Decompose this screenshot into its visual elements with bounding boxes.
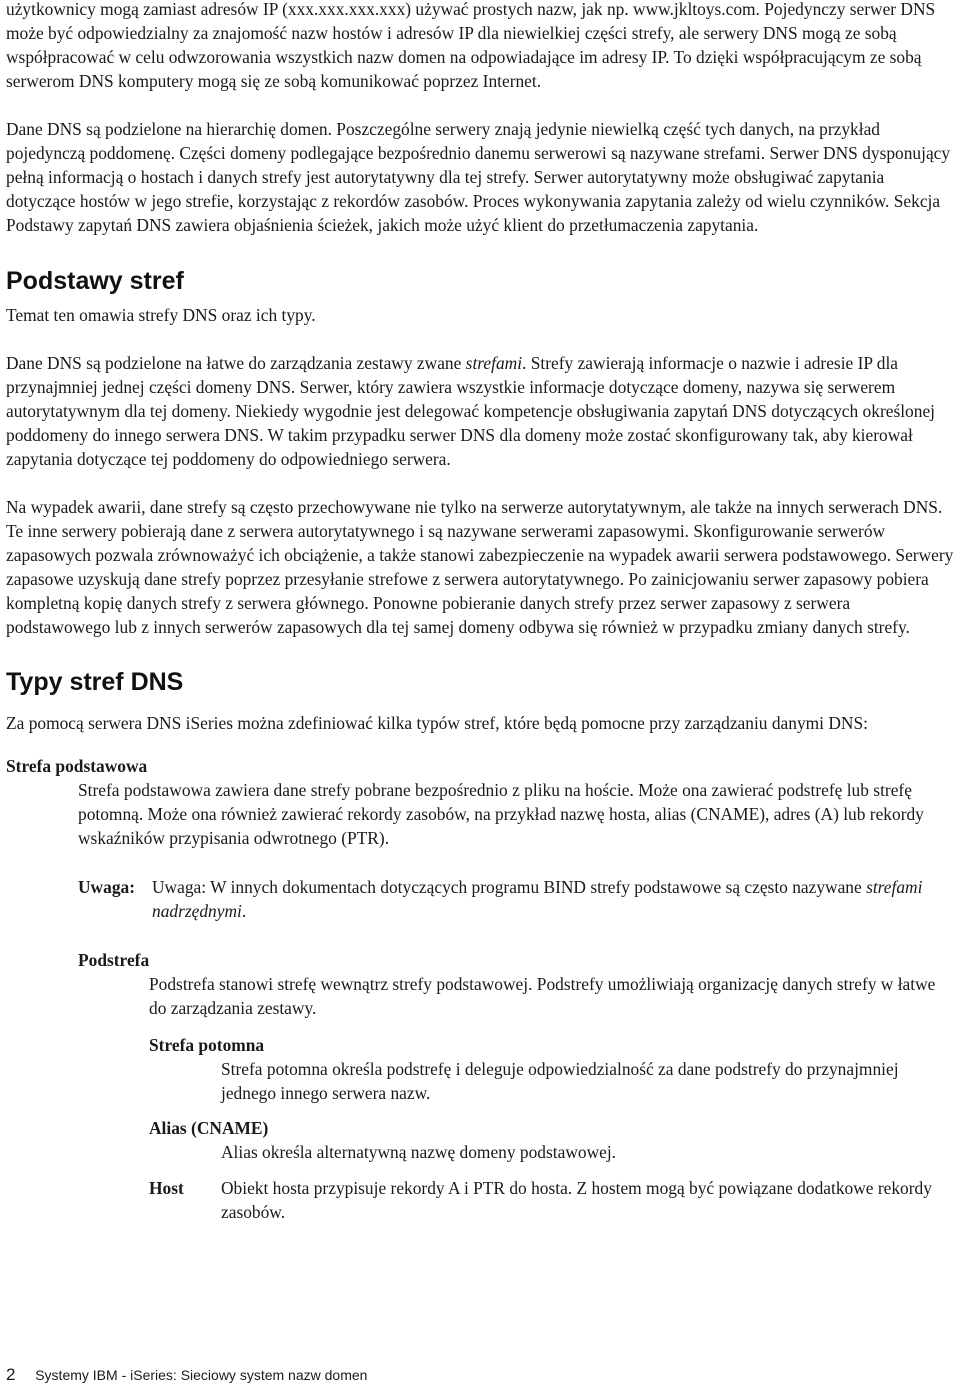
footer-title: Systemy IBM - iSeries: Sieciowy system nazw domen [35,1367,368,1383]
note-text [152,875,954,923]
def-alias-text: Alias określa alternatywną nazwę domeny podstawowej. [221,1142,617,1162]
term-host: Host [149,1178,184,1198]
term-primary-zone: Strefa podstawowa [6,756,148,776]
typy-paragraph-1: Za pomocą serwera DNS iSeries można zdefiniować kilka typów stref, które będą pomocne przy zarządzaniu danymi DNS: [6,713,868,733]
def-child-zone-text: Strefa potomna określa podstrefę i deleguje odpowiedzialność za dane podstrefy do przynajmniej jednego innego serwera nazw. [221,1059,899,1103]
subzone-list [6,948,954,1020]
note-block [78,875,954,923]
note-text-after: . [241,901,247,921]
def-primary-zone-text: Strefa podstawowa zawiera dane strefy pobrane bezpośrednio z pliku na hoście. Może ona zawierać podstrefę lub strefę potomną. Może ona również zawierać rekordy zasobów, na przykład nazwę hosta, alias (CNAME), adres (A) lub rekordy wskaźników przypisania odwrotnego (PTR). [78,780,924,848]
podstawy-paragraph-3: Na wypadek awarii, dane strefy są często przechowywane nie tylko na serwerze autorytatywnym, ale także na innych serwerach DNS. Te inne serwery pobierają dane z serwera autorytatywnego i są nazywane serwerami zapasowymi. Skonfigurowanie serwerów zapasowych pozwala zrównoważyć ich obciążenie, a także stanowi zabezpieczenie na wypadek awarii serwera podstawowego. Serwery zapasowe uzyskują dane strefy poprzez przesyłanie strefowe z serwera autorytatywnego. Po zainicjowaniu serwer zapasowy pobiera kompletną kopię danych strefy z serwera głównego. Ponowne pobieranie danych strefy przez serwer zapasowy z serwera podstawowego lub z innych serwerów zapasowych dla tej samej domeny odbywa się również w przypadku zmiany danych strefy. [6,497,954,637]
term-child-zone: Strefa potomna [149,1035,265,1055]
intro-paragraph-1: użytkownicy mogą zamiast adresów IP (xxx.xxx.xxx.xxx) używać prostych nazw, jak np. www.jkltoys.com. Pojedynczy serwer DNS może być odpowiedzialny za znajomość nazw hostów i adresów IP dla niewielkiej części strefy, ale serwery DNS mogą ze sobą współpracować w celu odwzorowania wszystkich nazw domen na odpowiadające im adresy IP. To dzięki współpracującym ze sobą serwerom DNS komputery mogą się ze sobą komunikować poprzez Internet. [6,0,936,91]
podstawy-p2-emphasis: strefami [465,353,523,373]
note-label: Uwaga: [78,877,135,897]
intro-paragraph-2: Dane DNS są podzielone na hierarchię domen. Poszczególne serwery znają jedynie niewielką część tych danych, na przykład pojedynczą poddomenę. Części domeny podlegające bezpośrednio danemu serwerowi są nazywane strefami. Serwer DNS dysponujący pełną informacją o hostach i danych strefy jest autorytatywny dla tej strefy. Serwer autorytatywny może obsługiwać zapytania dotyczące hostów w jego strefie, korzystając z rekordów zasobów. Proces wykonywania zapytania zależy od wielu czynników. Sekcja Podstawy zapytań DNS zawiera objaśnienia ścieżek, jakich może użyć klient do przetłumaczenia zapytania. [6,119,951,235]
page-content [6,0,954,1224]
note-text-emphasis: strefami nadrzędnymi [152,877,923,921]
podstawy-p2-before: Dane DNS są podzielone na łatwe do zarządzania zestawy zwane [6,353,466,373]
def-subzone-text: Podstrefa stanowi strefę wewnątrz strefy podstawowej. Podstrefy umożliwiają organizację danych strefy w łatwe do zarządzania zestawy. [149,974,936,1018]
subzone-type-list [149,1033,954,1164]
def-subzone [149,972,954,1020]
page-footer [6,1365,367,1386]
note-text-before: Uwaga: W innych dokumentach dotyczących programu BIND strefy podstawowe są często nazywane [152,877,867,897]
zone-type-list [6,754,954,850]
term-subzone: Podstrefa [78,950,150,970]
def-primary-zone [78,778,954,850]
podstawy-p2-after: . Strefy zawierają informacje o nazwie i adresie IP dla przynajmniej jednej części domeny DNS. Serwer, który zawiera wszystkie informacje dotyczące domeny, nazywa się serwerem autorytatywnym dla tej domeny. Niekiedy wygodnie jest delegować kompetencje obsługiwania zapytań DNS dotyczących określonej poddomeny do innego serwera DNS. W takim przypadku serwer DNS dla domeny może zostać skonfigurowany tak, aby kierował zapytania dotyczące tej poddomeny do odpowiedniego serwera. [6,353,935,469]
page-number: 2 [6,1365,16,1384]
def-child-zone [221,1057,954,1105]
podstawy-paragraph-1: Temat ten omawia strefy DNS oraz ich typy. [6,305,316,325]
section-heading-typy: Typy stref DNS [6,668,184,696]
def-host: Obiekt hosta przypisuje rekordy A i PTR do hosta. Z hostem mogą być powiązane dodatkowe rekordy zasobów. [221,1178,932,1222]
podstawy-paragraph-2 [6,351,954,471]
term-alias: Alias (CNAME) [149,1118,269,1138]
host-entry [149,1176,954,1224]
def-alias [221,1140,954,1164]
section-heading-podstawy: Podstawy stref [6,267,184,295]
